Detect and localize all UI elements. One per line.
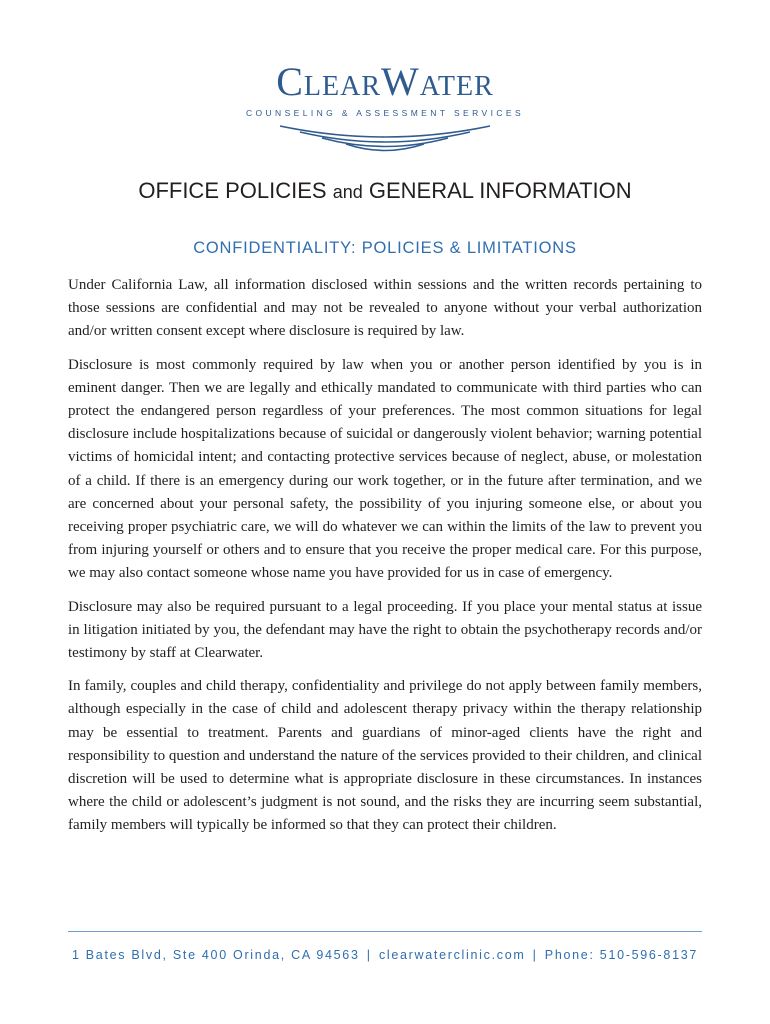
paragraph: Disclosure is most commonly required by law when you or another person identified by you is in eminent danger. Then we are legally and ethically mandated to communicate with third parties who can protect the endangered person regardless of your preferences. The most common situations for legal disclosure include hospitalizations because of suicidal or dangerously violent behavior; warning potential victims of homicidal intent; and contacting protective services because of neglect, abuse, or molestation of a child. If there is an emergency during our work together, or in the future after termination, and we are concerned about your personal safety, the possibility of you injuring someone else, or about you receiving proper psychiatric care, we will do whatever we can within the limits of the law to prevent you from injuring yourself or others and to ensure that you receive the proper medical care. For this purpose, we may also contact someone whose name you have provided for us in case of emergency. [68,356,702,582]
paragraph: Disclosure may also be required pursuant to a legal proceeding. If you place your mental status at issue in litigation initiated by you, the defendant may have the right to obtain the psychotherapy records and/or testimony by staff at Clearwater. [68,598,702,662]
footer-address: 1 Bates Blvd, Ste 400 Orinda, CA 94563 [71,948,360,962]
footer [0,945,770,965]
body-text [68,274,702,848]
logo-wordmark: ClearWater [276,59,494,104]
water-waves-icon [260,122,510,158]
logo-tagline: COUNSELING & ASSESSMENT SERVICES [245,108,525,118]
clearwater-logo [0,60,770,158]
paragraph: Under California Law, all information disclosed within sessions and the written records pertaining to those sessions are confidential and may not be revealed to anyone without your verbal authorization and/or written consent except where disclosure is required by law. [68,277,702,340]
page-title [0,176,770,207]
footer-separator: | [366,948,372,962]
footer-separator: | [532,948,538,962]
section-heading: CONFIDENTIALITY: POLICIES & LIMITATIONS [193,239,577,257]
footer-website-link[interactable]: clearwaterclinic.com [378,948,526,962]
paragraph: In family, couples and child therapy, confidentiality and privilege do not apply between family members, although especially in the case of child and adolescent therapy privacy within the therapy relationship may be essential to treatment. Parents and guardians of minor-aged clients have the right and responsibility to question and understand the nature of the services provided to their children, and clinical discretion will be used to determine what is appropriate disclosure in these circumstances. In instances where the child or adolescent’s judgment is not sound, and the risks they are incurring seem substantial, family members will typically be informed so that they can protect their children. [68,678,702,834]
title-part-3: GENERAL INFORMATION [362,178,632,203]
footer-phone: Phone: 510-596-8137 [544,948,699,962]
title-part-2: and [332,182,363,202]
title-part-1: OFFICE POLICIES [138,178,333,203]
footer-divider [68,931,702,932]
